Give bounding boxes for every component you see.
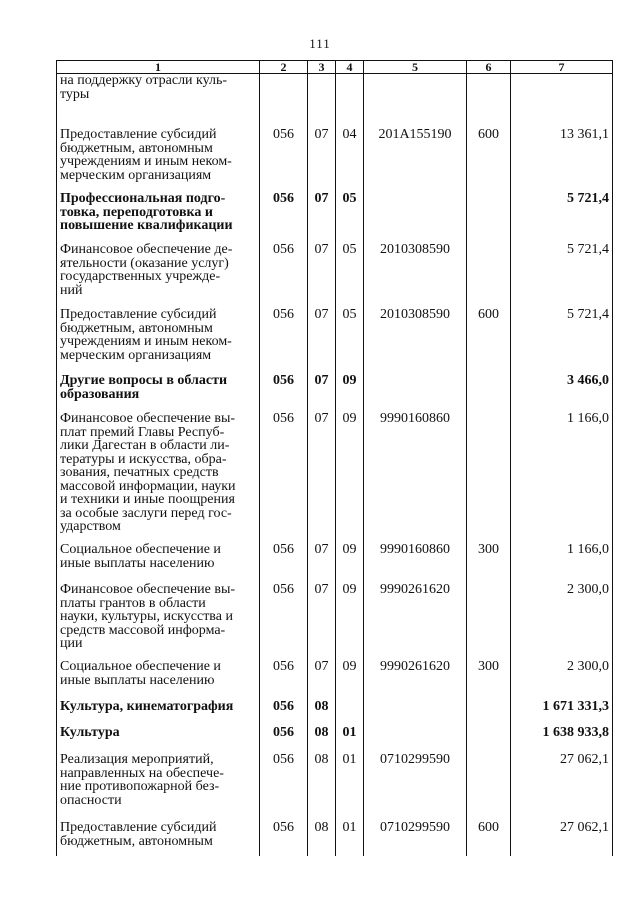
cell-amount: 1 671 331,3	[511, 700, 613, 726]
cell-subsection-code: 09	[336, 543, 364, 583]
cell-amount: 13 361,1	[511, 128, 613, 192]
budget-table	[56, 60, 613, 856]
cell-amount: 2 300,0	[511, 660, 613, 700]
table-row	[57, 726, 613, 753]
cell-amount: 1 638 933,8	[511, 726, 613, 753]
cell-section-code: 07	[308, 128, 336, 192]
cell-section-code: 07	[308, 192, 336, 243]
cell-name: Культура, кинематография	[57, 700, 260, 726]
cell-expense-type: 600	[467, 821, 511, 856]
cell-expense-type	[467, 753, 511, 821]
cell-target-code: 9990160860	[364, 543, 467, 583]
cell-subsection-code: 05	[336, 192, 364, 243]
header-col-3: 3	[308, 61, 336, 74]
cell-subsection-code: 01	[336, 753, 364, 821]
cell-section-code: 07	[308, 243, 336, 308]
cell-subsection-code	[336, 74, 364, 129]
cell-gr-code: 056	[260, 753, 308, 821]
cell-target-code	[364, 192, 467, 243]
table-row	[57, 74, 613, 129]
cell-target-code	[364, 700, 467, 726]
cell-section-code: 07	[308, 308, 336, 374]
cell-amount: 3 466,0	[511, 374, 613, 412]
table-row	[57, 192, 613, 243]
cell-subsection-code: 09	[336, 412, 364, 543]
cell-gr-code: 056	[260, 192, 308, 243]
cell-expense-type: 300	[467, 543, 511, 583]
cell-gr-code: 056	[260, 660, 308, 700]
table-row	[57, 412, 613, 543]
cell-name: Финансовое обеспечение вы- платы грантов в области науки, культуры, искусства и средств массовой информа- ции	[57, 583, 260, 660]
cell-target-code: 9990160860	[364, 412, 467, 543]
table-row	[57, 700, 613, 726]
header-col-2: 2	[260, 61, 308, 74]
cell-gr-code: 056	[260, 128, 308, 192]
table-header-row	[57, 61, 613, 74]
cell-target-code	[364, 74, 467, 129]
cell-name: Предоставление субсидий бюджетным, автономным	[57, 821, 260, 856]
table-row	[57, 583, 613, 660]
cell-name: Социальное обеспечение и иные выплаты населению	[57, 660, 260, 700]
cell-gr-code: 056	[260, 726, 308, 753]
cell-gr-code: 056	[260, 700, 308, 726]
cell-amount	[511, 74, 613, 129]
cell-name: Культура	[57, 726, 260, 753]
cell-subsection-code: 01	[336, 821, 364, 856]
cell-amount: 1 166,0	[511, 543, 613, 583]
cell-amount: 5 721,4	[511, 308, 613, 374]
cell-expense-type: 600	[467, 308, 511, 374]
cell-section-code: 08	[308, 700, 336, 726]
table-row	[57, 660, 613, 700]
cell-subsection-code: 04	[336, 128, 364, 192]
header-col-4: 4	[336, 61, 364, 74]
cell-name: Предоставление субсидий бюджетным, автономным учреждениям и иным неком- мерческим организациям	[57, 128, 260, 192]
cell-expense-type	[467, 412, 511, 543]
cell-subsection-code	[336, 700, 364, 726]
cell-expense-type	[467, 243, 511, 308]
cell-expense-type	[467, 192, 511, 243]
cell-name: Социальное обеспечение и иные выплаты населению	[57, 543, 260, 583]
table-body	[57, 74, 613, 857]
table-row	[57, 308, 613, 374]
cell-gr-code: 056	[260, 308, 308, 374]
cell-name: Финансовое обеспечение де- ятельности (оказание услуг) государственных учрежде- ний	[57, 243, 260, 308]
cell-name: Финансовое обеспечение вы- плат премий Главы Респуб- лики Дагестан в области ли- тературы и искусства, обра- зования, печатных средств массовой информации, науки и техники и иные поощрения за особые заслуги перед гос- ударством	[57, 412, 260, 543]
cell-name: на поддержку отрасли куль- туры	[57, 74, 260, 129]
cell-subsection-code: 09	[336, 374, 364, 412]
cell-section-code: 08	[308, 821, 336, 856]
cell-amount: 5 721,4	[511, 192, 613, 243]
cell-expense-type	[467, 74, 511, 129]
cell-gr-code: 056	[260, 412, 308, 543]
cell-subsection-code: 05	[336, 308, 364, 374]
cell-gr-code	[260, 74, 308, 129]
cell-name: Профессиональная подго- товка, переподготовка и повышение квалификации	[57, 192, 260, 243]
cell-target-code: 9990261620	[364, 583, 467, 660]
cell-target-code: 9990261620	[364, 660, 467, 700]
cell-name: Предоставление субсидий бюджетным, автономным учреждениям и иным неком- мерческим организациям	[57, 308, 260, 374]
header-col-6: 6	[467, 61, 511, 74]
cell-amount: 5 721,4	[511, 243, 613, 308]
header-col-5: 5	[364, 61, 467, 74]
cell-target-code: 201А155190	[364, 128, 467, 192]
cell-target-code	[364, 374, 467, 412]
cell-expense-type: 300	[467, 660, 511, 700]
cell-section-code: 07	[308, 660, 336, 700]
cell-subsection-code: 01	[336, 726, 364, 753]
cell-expense-type	[467, 374, 511, 412]
cell-name: Реализация мероприятий, направленных на обеспече- ние противопожарной без- опасности	[57, 753, 260, 821]
cell-section-code: 07	[308, 374, 336, 412]
cell-amount: 1 166,0	[511, 412, 613, 543]
cell-gr-code: 056	[260, 821, 308, 856]
header-col-7: 7	[511, 61, 613, 74]
table-row	[57, 543, 613, 583]
cell-amount: 27 062,1	[511, 753, 613, 821]
cell-subsection-code: 09	[336, 660, 364, 700]
cell-section-code: 08	[308, 726, 336, 753]
table-row	[57, 128, 613, 192]
cell-section-code: 07	[308, 583, 336, 660]
cell-expense-type	[467, 700, 511, 726]
cell-gr-code: 056	[260, 583, 308, 660]
cell-gr-code: 056	[260, 243, 308, 308]
table-row	[57, 753, 613, 821]
cell-target-code: 0710299590	[364, 753, 467, 821]
page-number: 111	[309, 36, 331, 51]
cell-expense-type	[467, 583, 511, 660]
cell-section-code: 08	[308, 753, 336, 821]
header-col-1: 1	[57, 61, 260, 74]
cell-expense-type	[467, 726, 511, 753]
cell-section-code: 07	[308, 412, 336, 543]
cell-expense-type: 600	[467, 128, 511, 192]
cell-target-code: 0710299590	[364, 821, 467, 856]
cell-target-code: 2010308590	[364, 243, 467, 308]
table-row	[57, 243, 613, 308]
table-row	[57, 821, 613, 856]
cell-target-code	[364, 726, 467, 753]
cell-section-code	[308, 74, 336, 129]
cell-gr-code: 056	[260, 543, 308, 583]
cell-subsection-code: 05	[336, 243, 364, 308]
cell-amount: 2 300,0	[511, 583, 613, 660]
cell-section-code: 07	[308, 543, 336, 583]
cell-subsection-code: 09	[336, 583, 364, 660]
cell-target-code: 2010308590	[364, 308, 467, 374]
cell-amount: 27 062,1	[511, 821, 613, 856]
cell-name: Другие вопросы в области образования	[57, 374, 260, 412]
table-row	[57, 374, 613, 412]
cell-gr-code: 056	[260, 374, 308, 412]
